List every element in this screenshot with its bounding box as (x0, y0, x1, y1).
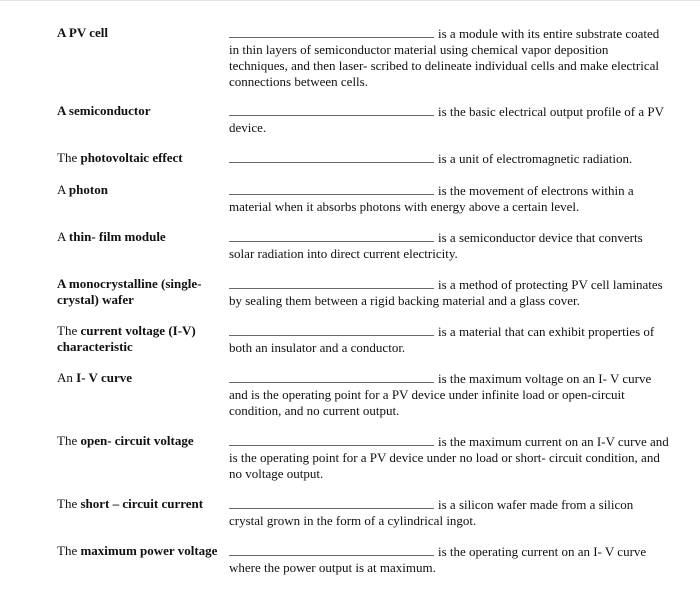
definition (229, 433, 669, 482)
answer-blank[interactable] (229, 433, 434, 446)
term-label (57, 370, 222, 386)
definition-text: is a silicon wafer made from a silicon crystal grown in the form of a cylindrical ingot. (229, 497, 634, 528)
term-text: thin- film module (68, 229, 166, 244)
definition-text: is a material that can exhibit properties of both an insulator and a conductor. (229, 324, 655, 355)
term-text: photon (68, 182, 108, 197)
answer-blank[interactable] (229, 543, 434, 556)
term-text: A (57, 182, 69, 197)
definition-text: is a unit of electromagnetic radiation. (438, 151, 633, 166)
term-label (57, 433, 222, 449)
term-text: The (57, 150, 81, 165)
term-label (57, 103, 222, 119)
term-label (57, 496, 222, 512)
term-label (57, 182, 222, 198)
term-text: short – circuit current (80, 496, 204, 511)
term-label (57, 543, 222, 559)
answer-blank[interactable] (229, 323, 434, 336)
definition (229, 323, 669, 356)
definition (229, 370, 669, 419)
term-text: A monocrystalline (single-crystal) wafer (57, 276, 202, 307)
answer-blank[interactable] (229, 150, 434, 163)
definition (229, 229, 669, 262)
term-text: The (57, 543, 81, 558)
term-label (57, 150, 222, 166)
definition-text: is the maximum current on an I-V curve and is the operating point for a PV device under no load or short- circuit condition, and no voltage output. (229, 434, 669, 481)
term-label (57, 276, 222, 308)
answer-blank[interactable] (229, 25, 434, 38)
definition (229, 150, 669, 167)
term-text: maximum power voltage (80, 543, 218, 558)
definition-text: is a module with its entire substrate coated in thin layers of semiconductor material using chemical vapor deposition techniques, and then laser- scribed to delineate individual cells and make electrical connections between cells. (229, 26, 660, 89)
term-text: An (57, 370, 77, 385)
definition-text: is the maximum voltage on an I- V curve and is the operating point for a PV device under infinite load or open-circuit condition, and no current output. (229, 371, 652, 418)
term-text: The (57, 496, 81, 511)
definition-text: is a semiconductor device that converts solar radiation into direct current electricity. (229, 230, 643, 261)
definition-text: is the operating current on an I- V curve where the power output is at maximum. (229, 544, 647, 575)
term-text: current voltage (I-V) characteristic (57, 323, 196, 354)
answer-blank[interactable] (229, 229, 434, 242)
definition (229, 496, 669, 529)
definition-text: is the movement of electrons within a material when it absorbs photons with energy above a certain level. (229, 183, 634, 214)
answer-blank[interactable] (229, 276, 434, 289)
answer-blank[interactable] (229, 182, 434, 195)
term-label (57, 323, 222, 355)
answer-blank[interactable] (229, 370, 434, 383)
term-text: A PV cell (57, 25, 109, 40)
term-text: The (57, 433, 81, 448)
term-text: open- circuit voltage (80, 433, 194, 448)
definition (229, 276, 669, 309)
answer-blank[interactable] (229, 103, 434, 116)
term-text: I- V curve (76, 370, 132, 385)
term-text: The (57, 323, 81, 338)
answer-blank[interactable] (229, 496, 434, 509)
term-text: A (57, 229, 69, 244)
definition-text: is a method of protecting PV cell laminates by sealing them between a rigid backing material and a glass cover. (229, 277, 663, 308)
definition (229, 543, 669, 576)
definition (229, 25, 669, 90)
definition (229, 103, 669, 136)
definition (229, 182, 669, 215)
term-text: A semiconductor (57, 103, 151, 118)
definition-text: is the basic electrical output profile of a PV device. (229, 104, 664, 135)
top-divider (0, 0, 700, 1)
term-label (57, 229, 222, 245)
term-text: photovoltaic effect (80, 150, 183, 165)
term-label (57, 25, 222, 41)
